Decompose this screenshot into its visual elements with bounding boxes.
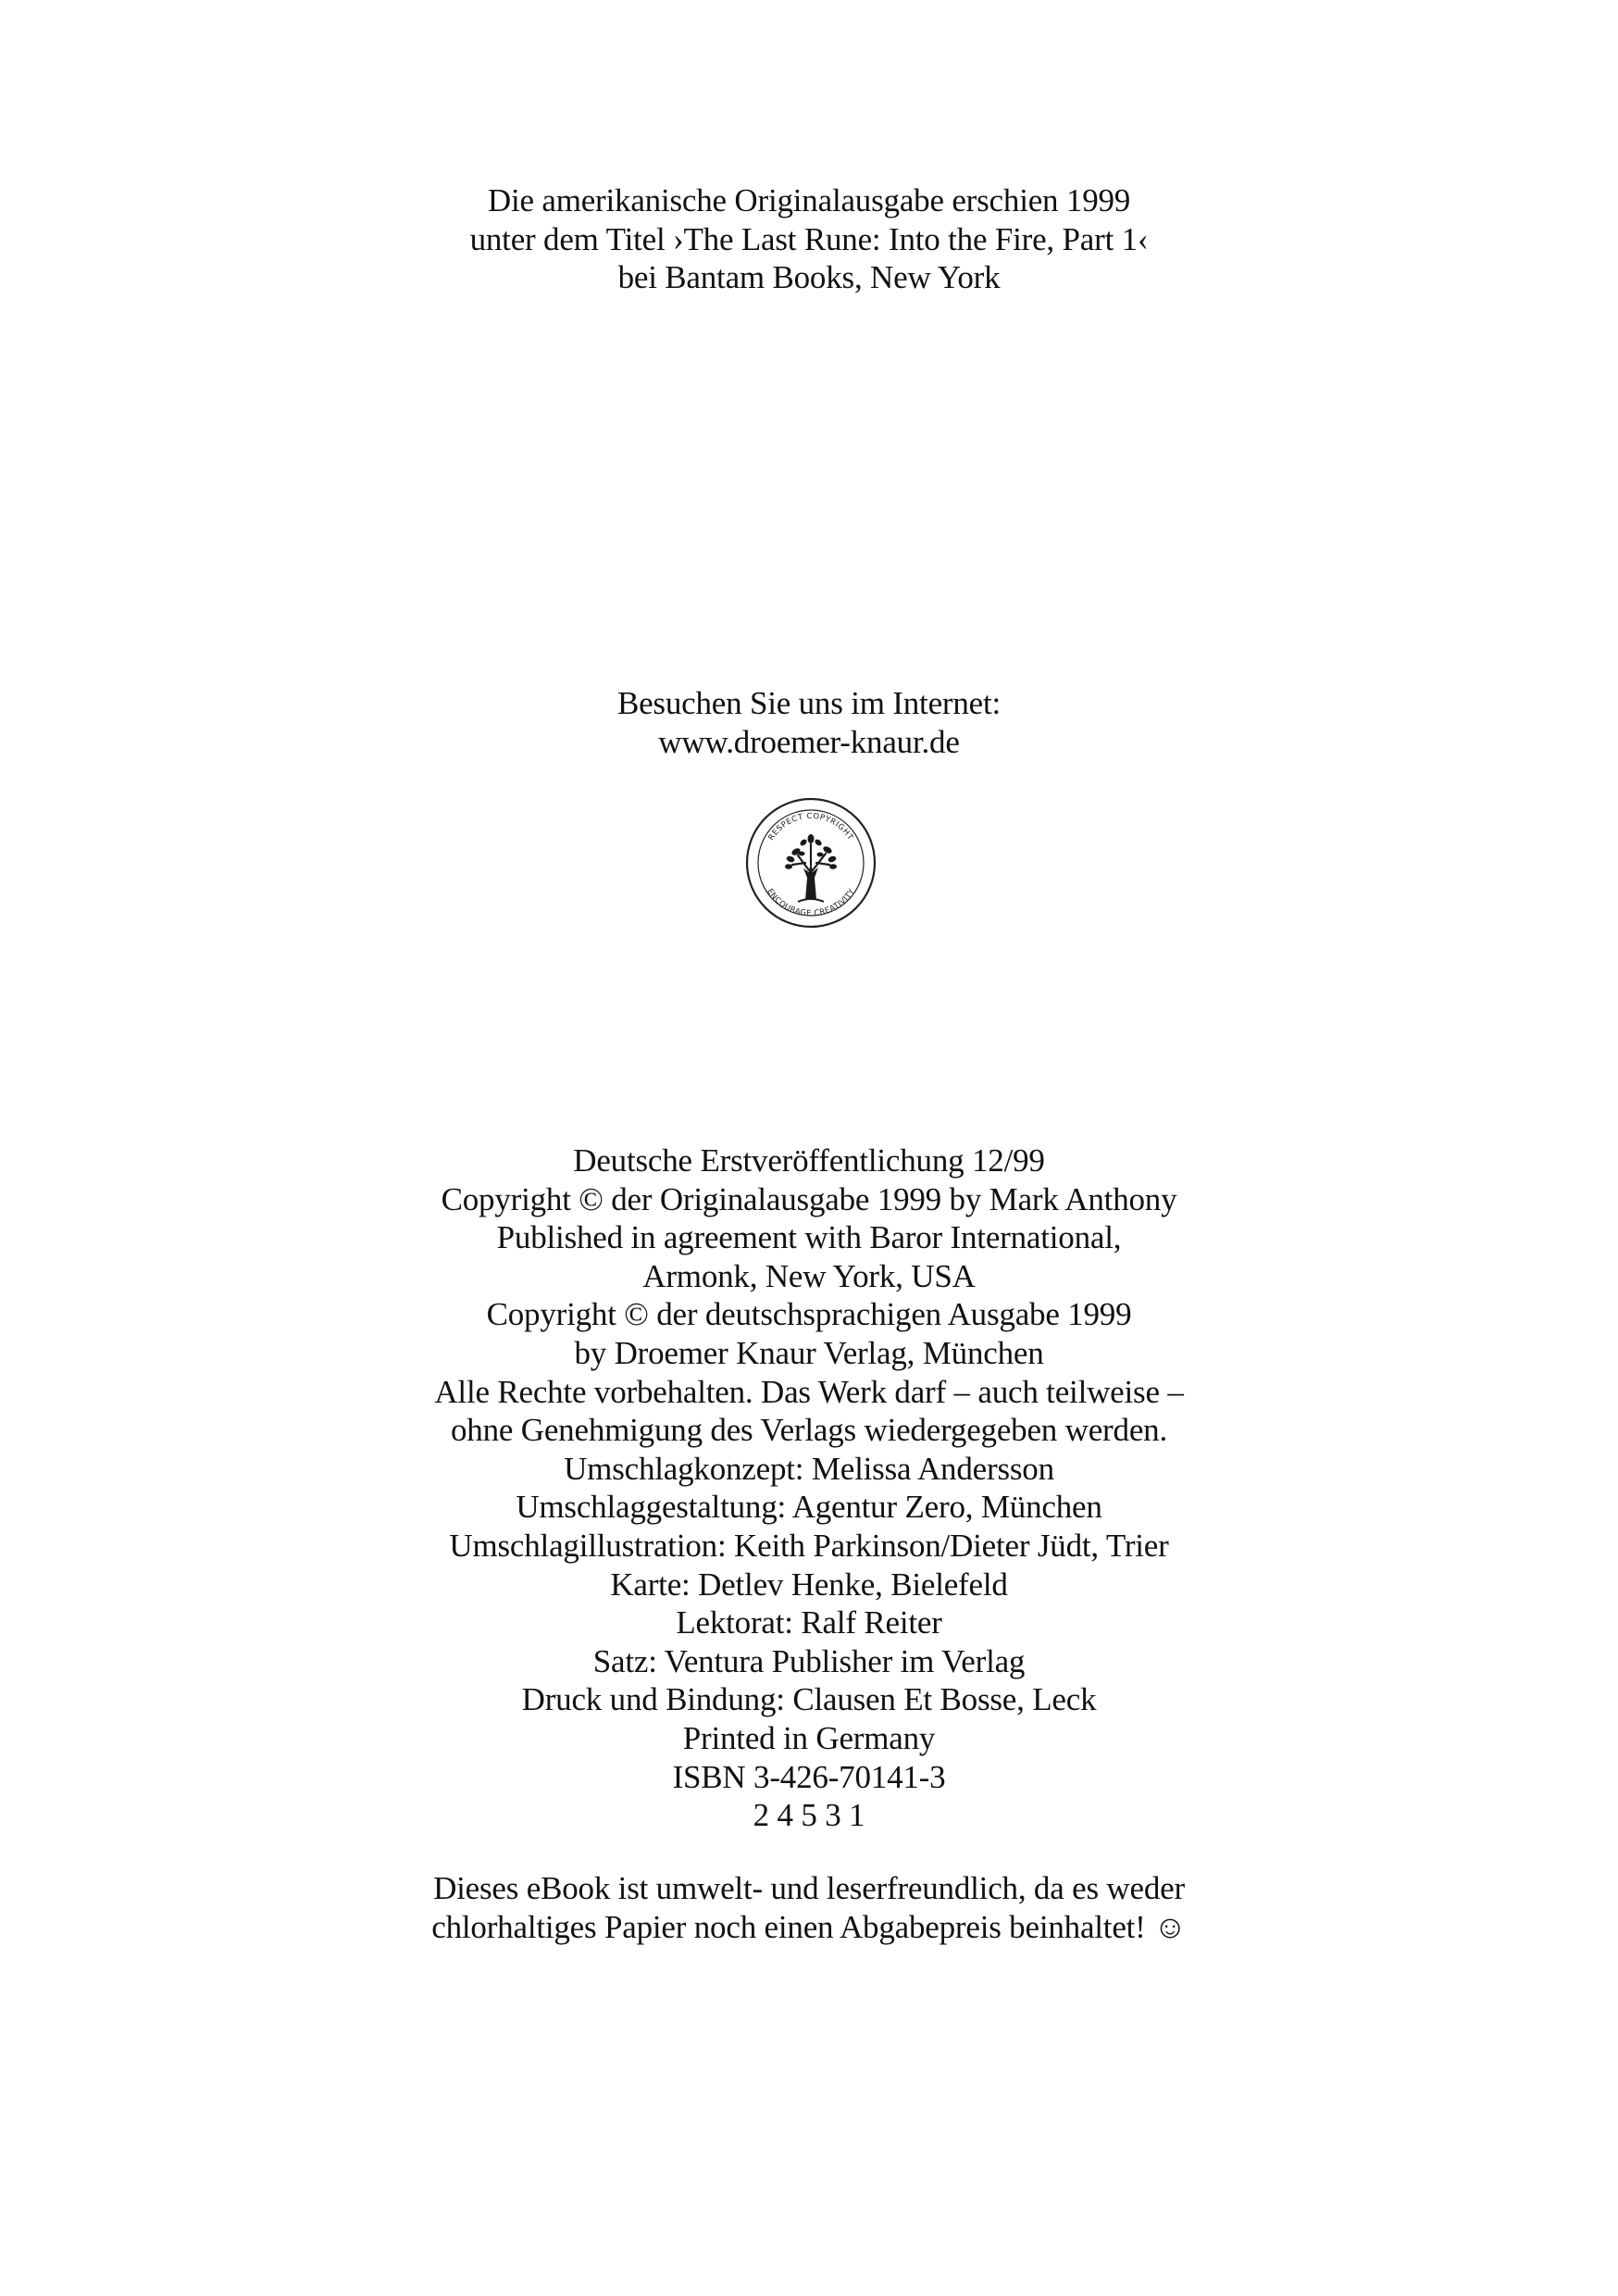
imprint-printed-in: Printed in Germany [682, 1719, 936, 1756]
imprint-typesetting: Satz: Ventura Publisher im Verlag [592, 1642, 1026, 1679]
seal-bottom-text: ENCOURAGE CREATIVITY [765, 887, 857, 919]
imprint-editor: Lektorat: Ralf Reiter [676, 1604, 942, 1641]
original-edition-line: unter dem Titel ›The Last Rune: Into the Fire, Part 1‹ [469, 220, 1149, 257]
tree-seal-icon [744, 796, 877, 930]
ebook-note [0, 1869, 1618, 1946]
website-url: www.droemer-knaur.de [658, 723, 960, 760]
imprint-agreement: Published in agreement with Baror International, [496, 1219, 1122, 1256]
imprint-first-edition: Deutsche Erstveröffentlichung 12/99 [573, 1142, 1045, 1179]
imprint-copyright-german: Copyright © der deutschsprachigen Ausgabe 1999 [486, 1296, 1132, 1333]
imprint-rights: Alle Rechte vorbehalten. Das Werk darf – auch teilweise – [434, 1373, 1184, 1410]
ebook-note-line: chlorhaltiges Papier noch einen Abgabepreis beinhaltet! ☺ [431, 1908, 1187, 1945]
imprint-copyright-original: Copyright © der Originalausgabe 1999 by Mark Anthony [441, 1180, 1177, 1217]
imprint-rights: ohne Genehmigung des Verlags wiedergegeben werden. [450, 1412, 1167, 1449]
imprint-cover-illustration: Umschlagillustration: Keith Parkinson/Dieter Jüdt, Trier [449, 1527, 1169, 1564]
imprint-cover-design: Umschlaggestaltung: Agentur Zero, München [516, 1489, 1102, 1526]
imprint-agreement-location: Armonk, New York, USA [642, 1257, 976, 1294]
ebook-note-line: Dieses eBook ist umwelt- und leserfreundlich, da es weder [433, 1870, 1185, 1906]
imprint-printing: Druck und Bindung: Clausen Et Bosse, Leck [521, 1681, 1097, 1718]
original-edition-note [0, 181, 1618, 297]
imprint-print-run: 2 4 5 3 1 [753, 1797, 865, 1834]
seal-top-text: RESPECT COPYRIGHT [766, 811, 855, 842]
website-note [0, 684, 1618, 761]
imprint-cover-concept: Umschlagkonzept: Melissa Andersson [564, 1450, 1054, 1487]
original-edition-line: bei Bantam Books, New York [617, 259, 1001, 295]
imprint-publisher: by Droemer Knaur Verlag, München [574, 1334, 1044, 1371]
original-edition-line: Die amerikanische Originalausgabe erschien 1999 [487, 182, 1131, 218]
website-intro: Besuchen Sie uns im Internet: [616, 685, 1002, 721]
imprint-block [0, 1142, 1618, 1835]
imprint-isbn: ISBN 3-426-70141-3 [672, 1758, 946, 1795]
imprint-map: Karte: Detlev Henke, Bielefeld [610, 1566, 1008, 1603]
